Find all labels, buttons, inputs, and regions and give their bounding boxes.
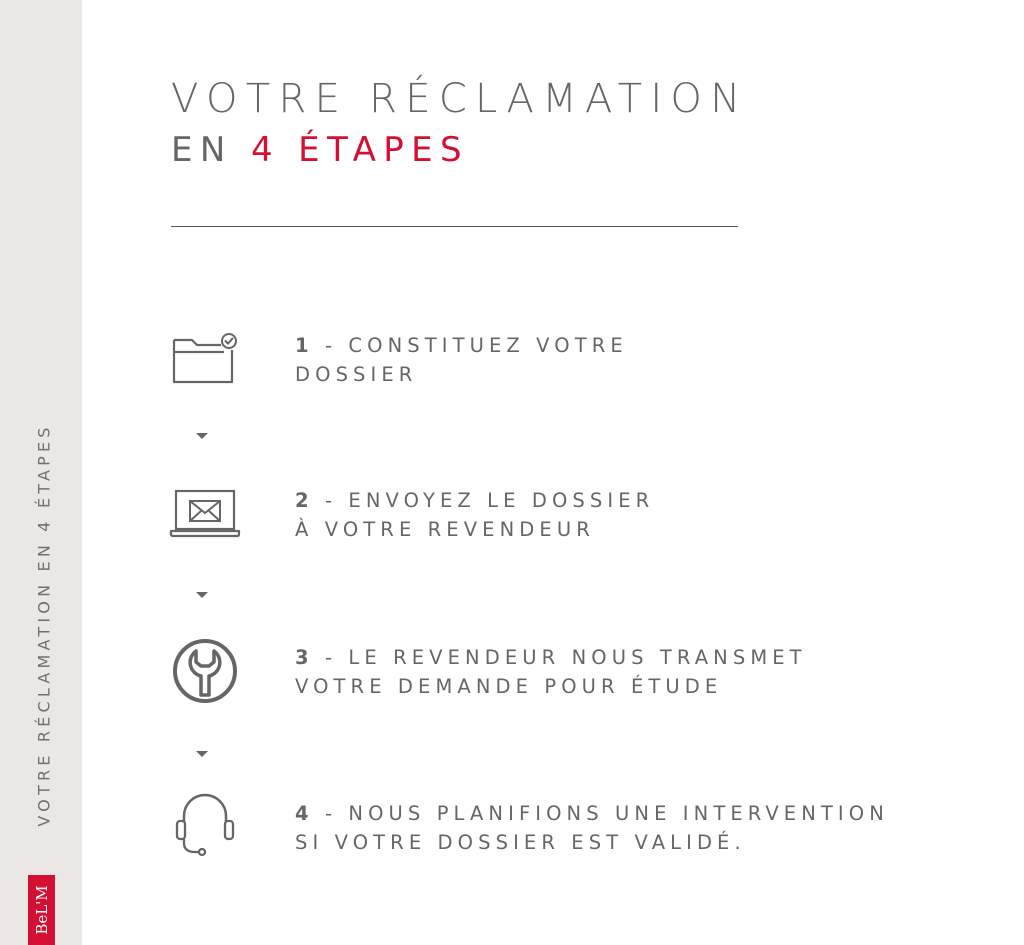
step-arrow-down-icon (196, 751, 208, 757)
step-2-text (295, 486, 654, 544)
page-title: VOTRE RÉCLAMATION (171, 76, 749, 122)
step-arrow-down-icon (196, 592, 208, 598)
brand-logo (28, 875, 55, 945)
title-divider (171, 226, 738, 227)
step-2-number: 2 (295, 489, 314, 512)
step-4-line1: NOUS PLANIFIONS UNE INTERVENTION (348, 802, 889, 825)
step-1-line1: CONSTITUEZ VOTRE (348, 334, 628, 357)
step-1-text (295, 331, 628, 389)
step-3-separator: - (313, 646, 349, 669)
step-3-number: 3 (295, 646, 314, 669)
step-3-line2: VOTRE DEMANDE POUR ÉTUDE (295, 675, 723, 698)
step-4-separator: - (313, 802, 349, 825)
step-3-text (295, 643, 807, 701)
headset-icon (170, 792, 240, 860)
step-4-text (295, 799, 889, 857)
step-4-number: 4 (295, 802, 314, 825)
step-2-line1: ENVOYEZ LE DOSSIER (348, 489, 655, 512)
laptop-mail-icon (169, 488, 241, 540)
step-2-separator: - (313, 489, 349, 512)
subtitle-accent: 4 ÉTAPES (250, 130, 470, 170)
step-3-line1: LE REVENDEUR NOUS TRANSMET (348, 646, 807, 669)
sidebar (0, 0, 82, 945)
folder-check-icon (170, 330, 240, 386)
step-4-line2: SI VOTRE DOSSIER EST VALIDÉ. (295, 831, 746, 854)
sidebar-vertical-title: VOTRE RÉCLAMATION EN 4 ÉTAPES (34, 423, 54, 827)
step-1-separator: - (313, 334, 349, 357)
brand-logo-text: BeL'M (32, 885, 51, 935)
step-arrow-down-icon (196, 433, 208, 439)
subtitle-prefix: EN (171, 130, 251, 170)
page-subtitle (171, 130, 469, 170)
step-1-number: 1 (295, 334, 314, 357)
wrench-circle-icon (171, 637, 239, 705)
step-1-line2: DOSSIER (295, 363, 418, 386)
step-2-line2: À VOTRE REVENDEUR (295, 518, 595, 541)
